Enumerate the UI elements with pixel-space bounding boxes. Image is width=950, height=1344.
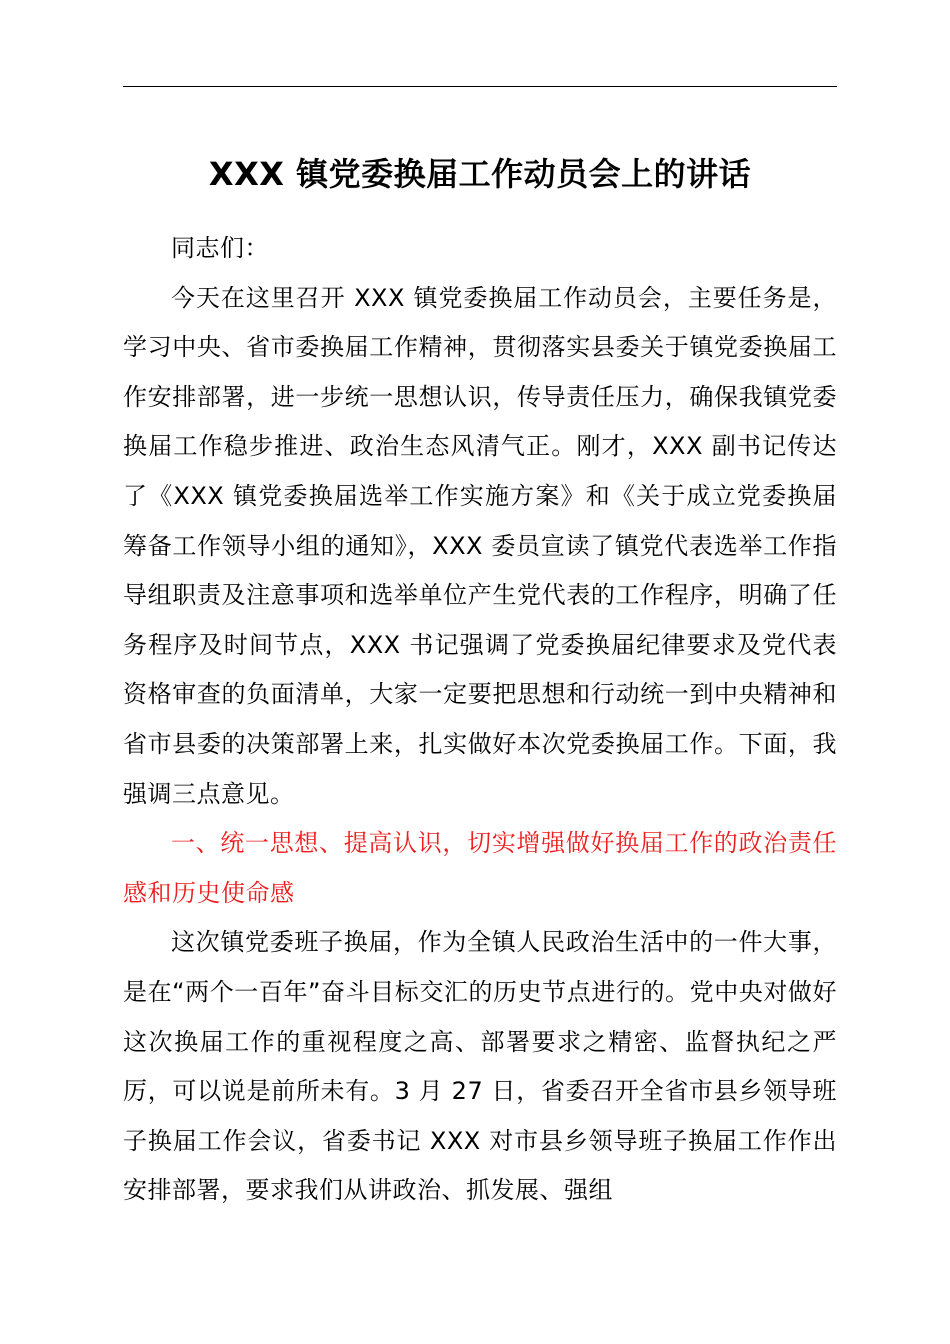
document-body xyxy=(123,224,837,1216)
salutation: 同志们： xyxy=(171,234,269,262)
section-paragraph-1: 这次镇党委班子换届，作为全镇人民政治生活中的一件大事，是在“两个一百年”奋斗目标交汇的历史节点进行的。党中央对做好这次换届工作的重视程度之高、部署要求之精密、监督执纪之严厉，可以说是前所未有。3 月 27 日，省委召开全省市县乡领导班子换届工作会议，省委书记 XXX 对市县乡领导班子换届工作作出安排部署，要求我们从讲政治、抓发展、强组 xyxy=(123,928,837,1205)
opening-paragraph: 今天在这里召开 XXX 镇党委换届工作动员会，主要任务是，学习中央、省市委换届工作精神，贯彻落实县委关于镇党委换届工作安排部署，进一步统一思想认识，传导责任压力，确保我镇党委换届工作稳步推进、政治生态风清气正。刚才，XXX 副书记传达了《XXX 镇党委换届选举工作实施方案》和《关于成立党委换届筹备工作领导小组的通知》，XXX 委员宣读了镇党代表选举工作指导组职责及注意事项和选举单位产生党代表的工作程序，明确了任务程序及时间节点，XXX 书记强调了党委换届纪律要求及党代表资格审查的负面清单，大家一定要把思想和行动统一到中央精神和省市县委的决策部署上来，扎实做好本次党委换届工作。下面，我强调三点意见。 xyxy=(123,283,837,808)
document-title: XXX 镇党委换届工作动员会上的讲话 xyxy=(208,155,752,193)
header-rule xyxy=(123,86,837,87)
section-heading-1: 一、统一思想、提高认识，切实增强做好换届工作的政治责任感和历史使命感 xyxy=(123,829,837,907)
